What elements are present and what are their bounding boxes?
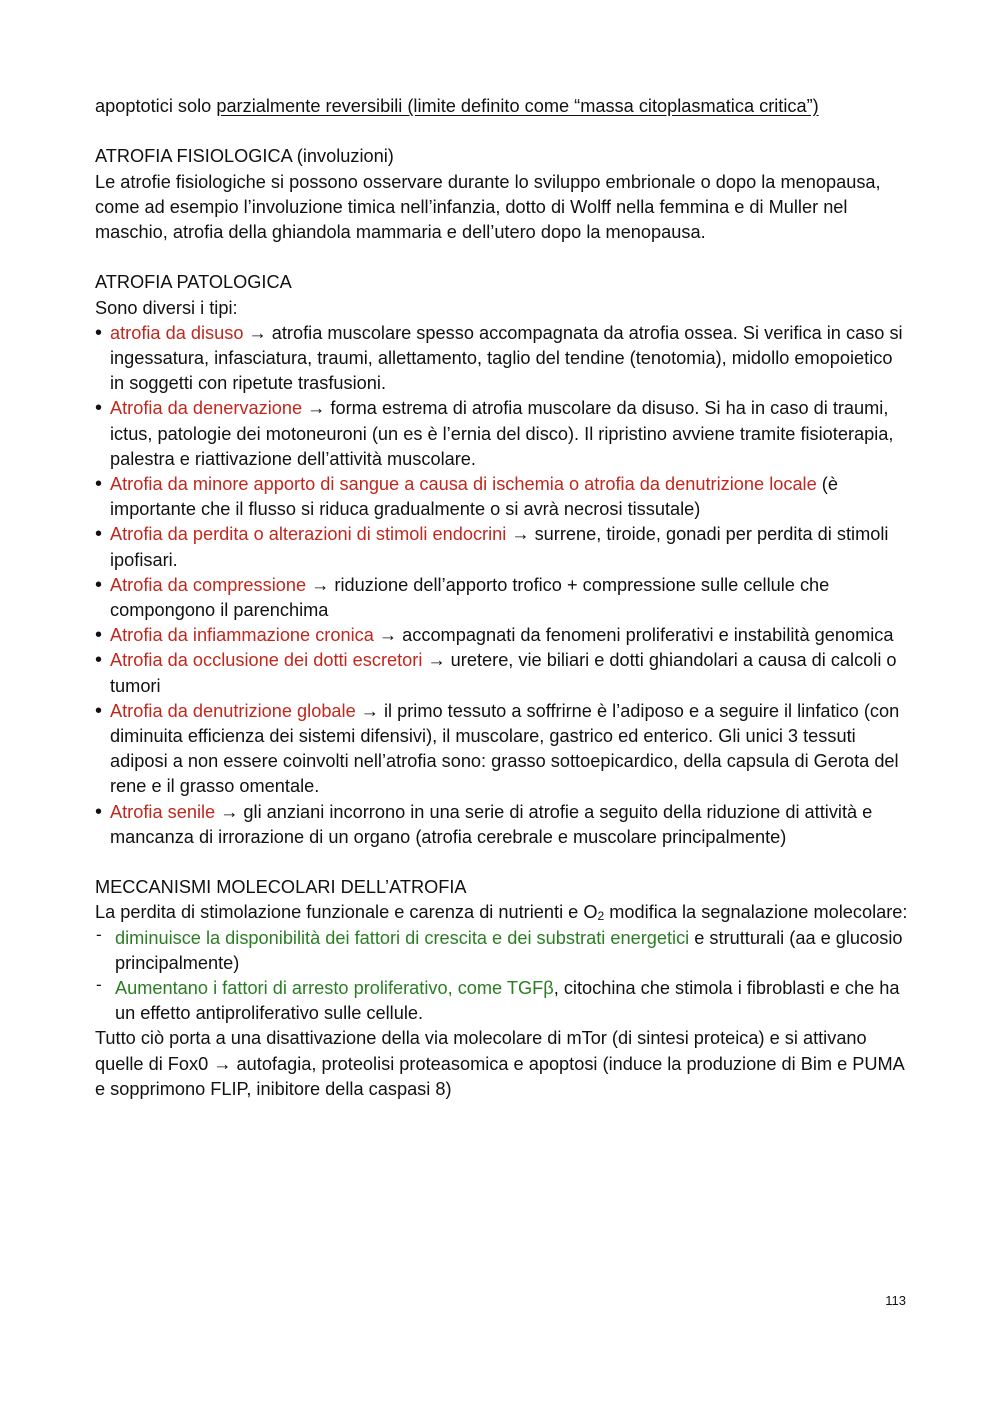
meccanismi-conclusion: Tutto ciò porta a una disattivazione della via molecolare di mTor (di sintesi proteica) e si attivano quelle di Fox0 → autofagia, proteolisi proteasomica e apoptosi (induce la produzione di Bim e PUMA e sopprimono FLIP, inibitore della caspasi 8) (95, 1028, 904, 1099)
section-heading-meccanismi: MECCANISMI MOLECOLARI DELL’ATROFIA (95, 877, 467, 898)
bullet-term: Atrofia da denutrizione globale (110, 700, 356, 721)
meccanismi-dash-list (95, 926, 910, 1027)
bullet-term: Atrofia da compressione (110, 574, 307, 595)
fisiologica-paragraph: Le atrofie fisiologiche si possono osservare durante lo sviluppo embrionale o dopo la menopausa, come ad esempio l’involuzione timica nell’infanzia, dotto di Wolff nella femmina e di Muller nel maschio, atrofia della ghiandola mammaria e dell’utero dopo la menopausa. (95, 171, 881, 242)
bullet-text: → il primo tessuto a soffrirne è l’adiposo e a seguire il linfatico (con diminuita efficienza dei sistemi difensivi), il muscolare, gastrico ed enterico. Gli unici 3 tessuti adiposi a non essere coinvolti nell’atrofia sono: grasso sottoepicardico, della capsula di Gerota del rene e il grasso omentale. (110, 700, 900, 797)
bullet-text: → riduzione dell’apporto trofico + compressione sulle cellule che compongono il parenchima (110, 574, 830, 621)
dash-item (95, 926, 910, 976)
bullet-term: Atrofia da infiammazione cronica (110, 625, 374, 646)
bullet-item (95, 623, 910, 648)
bullet-text: → atrofia muscolare spesso accompagnata da atrofia ossea. Si verifica in caso si ingessatura, infasciatura, traumi, allettamento, taglio del tendine (tenotomia), midollo emopoietico in soggetti con ripetute trasfusioni. (110, 322, 903, 394)
dash-highlight: Aumentano i fattori di arresto proliferativo, come TGFβ (115, 978, 554, 999)
bullet-text: → forma estrema di atrofia muscolare da disuso. Si ha in caso di traumi, ictus, patologie dei motoneuroni (un es è l’ernia del disco). Il ripristino avviene tramite fisioterapia, palestra e riattivazione dell’attività muscolare. (110, 398, 894, 469)
bullet-text: → surrene, tiroide, gonadi per perdita di stimoli ipofisari. (110, 524, 889, 570)
page-number: 113 (885, 1293, 906, 1308)
bullet-term: Atrofia da perdita o alterazioni di stimoli endocrini (110, 524, 507, 545)
section-heading-fisiologica: ATROFIA FISIOLOGICA (involuzioni) (95, 146, 394, 167)
bullet-term: atrofia da disuso (110, 322, 244, 343)
bullet-text: → uretere, vie biliari e dotti ghiandolari a causa di calcoli o tumori (110, 650, 897, 696)
bullet-term: Atrofia da occlusione dei dotti escretori (110, 650, 423, 671)
meccanismi-intro-end: modifica la segnalazione molecolare: (604, 902, 908, 923)
spacer (95, 850, 910, 875)
bullet-item (95, 648, 910, 698)
oxygen-subscript: 2 (597, 909, 605, 924)
meccanismi-intro-start: La perdita di stimolazione funzionale e carenza di nutrienti e O (95, 902, 598, 923)
bullet-text: → gli anziani incorrono in una serie di atrofie a seguito della riduzione di attività e mancanza di irrorazione di un organo (atrofia cerebrale e muscolare principalmente) (110, 801, 873, 847)
spacer (95, 119, 910, 144)
bullet-item (95, 472, 910, 522)
bullet-item (95, 573, 910, 623)
intro-prefix: apoptotici solo (95, 96, 217, 116)
dash-highlight: diminuisce la disponibilità dei fattori di crescita e dei substrati energetici (115, 927, 690, 948)
bullet-term: Atrofia da denervazione (110, 398, 303, 419)
bullet-text: (è importante che il flusso si riduca gradualmente o si avrà necrosi tissutale) (110, 474, 838, 520)
bullet-item (95, 800, 910, 850)
dash-text: e strutturali (aa e glucosio principalmente) (115, 927, 903, 973)
bullet-term: Atrofia senile (110, 801, 216, 822)
document-page (95, 94, 910, 1102)
dash-item (95, 976, 910, 1026)
spacer (95, 245, 910, 270)
bullet-item (95, 522, 910, 572)
bullet-item (95, 699, 910, 800)
dash-text: , citochina che stimola i fibroblasti e che ha un effetto antiproliferativo sulle cellule. (115, 978, 900, 1024)
intro-underlined-text: parzialmente reversibili (limite definito come “massa citoplasmatica critica”) (216, 96, 819, 116)
meccanismi-intro (95, 900, 910, 925)
intro-paragraph (95, 94, 910, 119)
bullet-item (95, 396, 910, 472)
patologica-intro: Sono diversi i tipi: (95, 297, 238, 318)
patologica-bullet-list (95, 321, 910, 850)
bullet-term: Atrofia da minore apporto di sangue a causa di ischemia o atrofia da denutrizione locale (110, 474, 817, 495)
bullet-item (95, 321, 910, 397)
bullet-text: → accompagnati da fenomeni proliferativi e instabilità genomica (373, 625, 894, 646)
section-heading-patologica: ATROFIA PATOLOGICA (95, 272, 292, 293)
